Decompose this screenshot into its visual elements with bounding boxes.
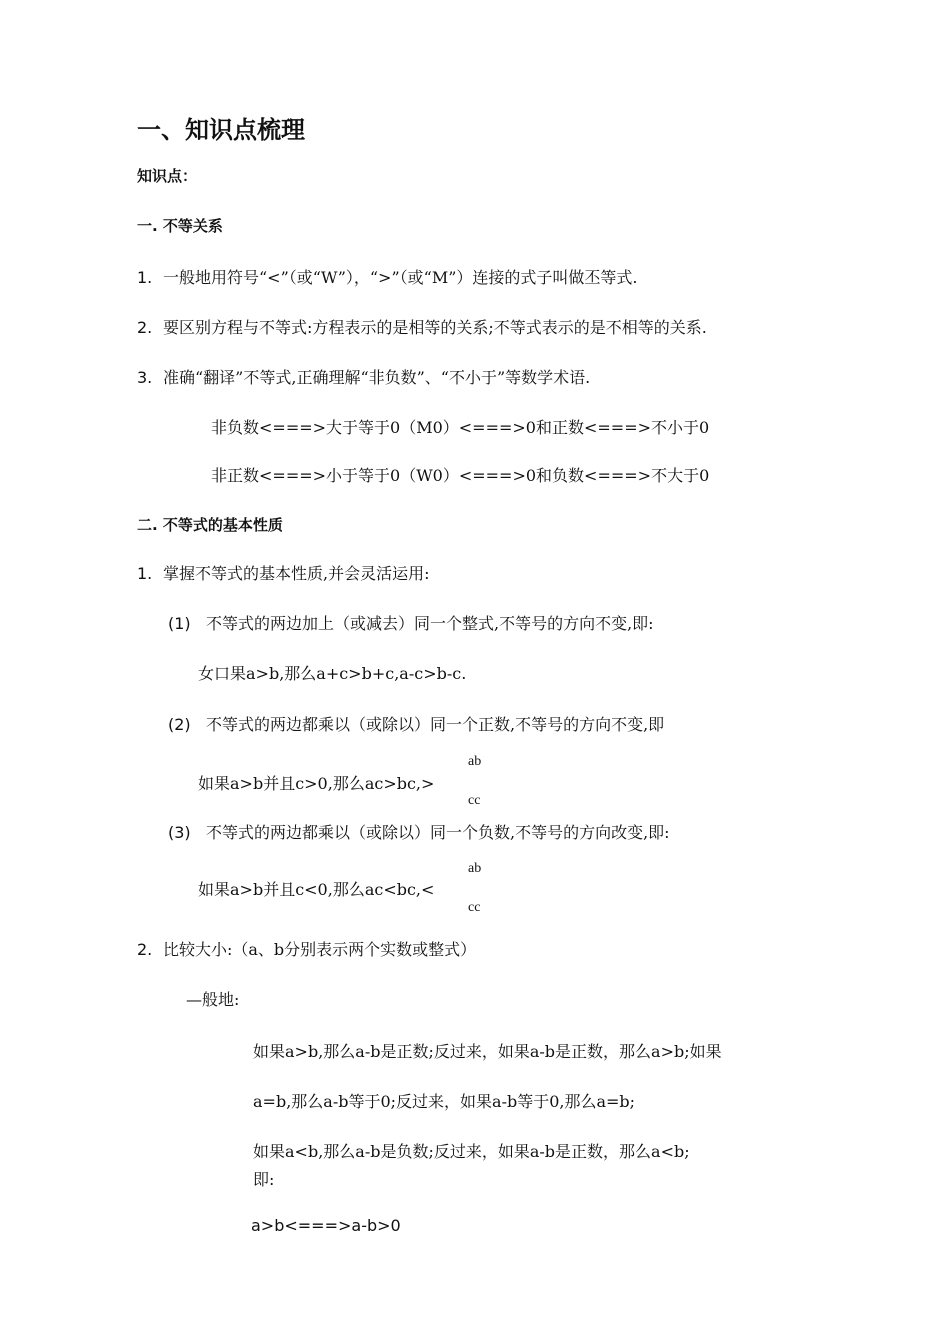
property-2-example: 如果a>b并且c>0,那么ac>bc,>: [198, 774, 435, 793]
item-text: 要区别方程与不等式:方程表示的是相等的关系;不等式表示的是不相等的关系.: [163, 318, 707, 337]
section-1-title: 一. 不等关系: [137, 217, 223, 235]
compare-line-1: 如果a>b,那么a-b是正数;反过来，如果a-b是正数，那么a>b;如果: [253, 1042, 722, 1061]
general-label: —般地:: [186, 990, 240, 1009]
item-number: 2.: [137, 318, 153, 337]
fraction-denominator: cc: [468, 793, 481, 808]
property-3-example: 如果a>b并且c<0,那么ac<bc,<: [198, 880, 435, 899]
compare-line-3: 如果a<b,那么a-b是负数;反过来，如果a-b是正数，那么a<b;: [253, 1142, 690, 1161]
property-1-example: 女口果a>b,那么a+c>b+c,a-c>b-c.: [198, 664, 467, 683]
property-3: [168, 823, 670, 843]
section-2-title: 二. 不等式的基本性质: [137, 516, 283, 534]
property-number: (2): [168, 715, 191, 734]
property-number: (1): [168, 614, 191, 633]
property-number: (3): [168, 823, 191, 842]
knowledge-points-label: 知识点：: [137, 167, 198, 185]
item-number: 1.: [137, 268, 153, 287]
item-number: 1.: [137, 564, 153, 583]
section-1-item-1: [137, 268, 637, 288]
property-1: [168, 614, 654, 634]
fraction-denominator: cc: [468, 900, 481, 915]
compare-line-5: a>b<===>a-b>0: [251, 1216, 401, 1235]
property-text: 不等式的两边加上（或减去）同一个整式,不等号的方向不变,即:: [206, 614, 654, 633]
equivalence-line-nonnegative: 非负数<===>大于等于0（M0）<===>0和正数<===>不小于0: [211, 418, 710, 437]
property-text: 不等式的两边都乘以（或除以）同一个正数,不等号的方向不变,即: [206, 715, 665, 734]
compare-line-4: 即:: [253, 1170, 275, 1189]
equivalence-line-nonpositive: 非正数<===>小于等于0（W0）<===>0和负数<===>不大于0: [211, 466, 710, 485]
item-text: 比较大小:（a、b分别表示两个实数或整式）: [163, 940, 477, 959]
item-text: 一般地用符号“<”（或“W”），“>”（或“M”）连接的式子叫做丕等式.: [163, 268, 638, 287]
property-text: 不等式的两边都乘以（或除以）同一个负数,不等号的方向改变,即:: [206, 823, 670, 842]
fraction-numerator: ab: [468, 754, 482, 769]
item-text: 掌握不等式的基本性质,并会灵活运用:: [163, 564, 430, 583]
item-number: 3.: [137, 368, 153, 387]
item-text: 准确“翻译”不等式,正确理解“非负数”、“不小于”等数学术语.: [163, 368, 591, 387]
section-1-item-2: [137, 318, 707, 338]
section-2-item-1: [137, 564, 429, 584]
fraction-numerator: ab: [468, 861, 482, 876]
section-2-item-2: [137, 940, 476, 960]
property-2: [168, 715, 664, 735]
compare-line-2: a=b,那么a-b等于0;反过来，如果a-b等于0,那么a=b;: [253, 1092, 636, 1111]
item-number: 2.: [137, 940, 153, 959]
page-title: 一、知识点梳理: [137, 116, 305, 144]
section-1-item-3: [137, 368, 590, 388]
